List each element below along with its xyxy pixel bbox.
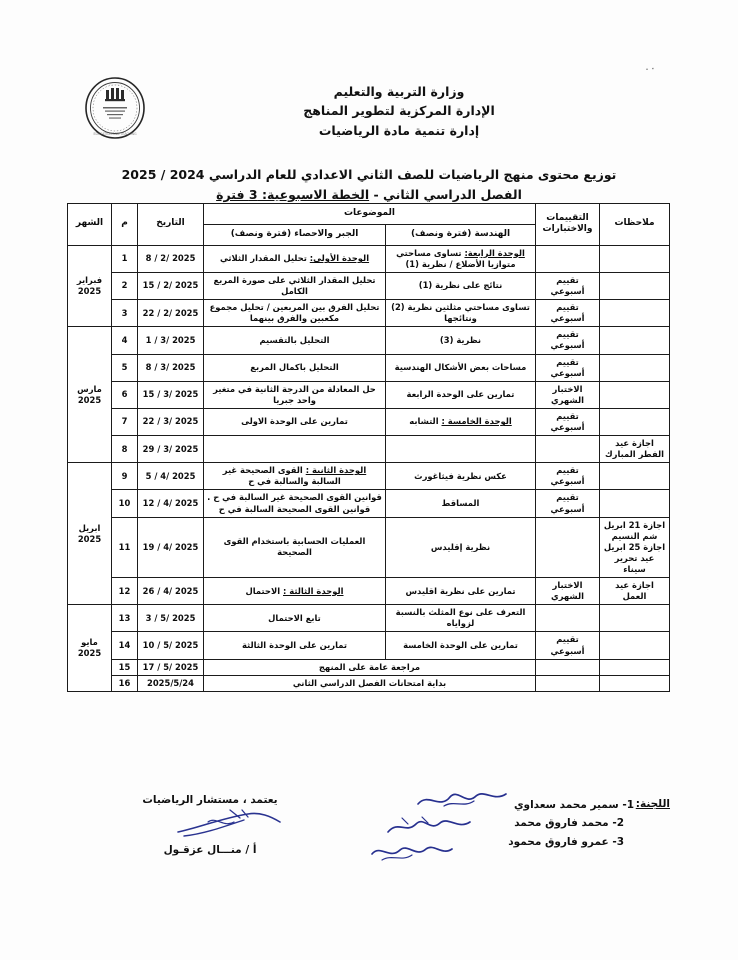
- cell-date: 2025 /4 / 5: [138, 463, 204, 490]
- cell-geometry: مساحات بعض الأشكال الهندسية: [386, 354, 536, 381]
- cell-notes: [600, 632, 670, 659]
- cell-algebra: الوحدة الأولى: تحليل المقدار الثلاثي: [204, 245, 386, 272]
- cell-geometry: عكس نظرية فيثاغورث: [386, 463, 536, 490]
- cell-algebra: قوانين القوى الصحيحة غير السالبة في ح . قوانين القوى الصحيحة السالبة في ح: [204, 490, 386, 517]
- signature-approver: [170, 808, 286, 842]
- table-row: [68, 675, 670, 691]
- cell-date: 2025 /5 / 3: [138, 605, 204, 632]
- cell-notes: [600, 327, 670, 354]
- cell-algebra: تابع الاحتمال: [204, 605, 386, 632]
- committee-member-1: 1- سمير محمد سعداوي: [513, 799, 634, 811]
- approval-label: يعتمد ، مستشار الرياضيات: [142, 794, 278, 806]
- table-row: [68, 300, 670, 327]
- cell-evaluation: تقييم أسبوعي: [536, 327, 600, 354]
- committee-member-3: 3- عمرو فاروق محمود: [508, 835, 624, 848]
- cell-geometry: [386, 436, 536, 463]
- unit-label: الوحدة الثالثة :: [283, 585, 344, 596]
- cell-row-number: 2: [112, 272, 138, 299]
- weekly-plan-label: الخطة الاسبوعية: 3 فترة: [216, 187, 370, 202]
- table-row: [68, 245, 670, 272]
- cell-algebra: حل المعادلة من الدرجة الثانية في متغير واحد جبريا: [204, 381, 386, 408]
- cell-algebra: تمارين على الوحدة الاولى: [204, 408, 386, 435]
- cell-date: 2025 /2 / 22: [138, 300, 204, 327]
- cell-geometry: نظرية إقليدس: [386, 517, 536, 577]
- cell-geometry: تمارين على الوحدة الخامسة: [386, 632, 536, 659]
- cell-notes: [600, 381, 670, 408]
- committee-block: [370, 792, 670, 851]
- cell-evaluation: تقييم أسبوعي: [536, 408, 600, 435]
- central-administration: الإدارة المركزية لتطوير المناهج: [303, 103, 495, 119]
- cell-algebra: التحليل بالتقسيم: [204, 327, 386, 354]
- cell-geometry: نتائج على نظرية (1): [386, 272, 536, 299]
- cell-geometry: تمارين على الوحدة الرابعة: [386, 381, 536, 408]
- header-evaluations: التقييمات والاختبارات: [536, 204, 600, 246]
- cell-date: 2025 /3 / 8: [138, 354, 204, 381]
- cell-notes: [600, 463, 670, 490]
- document-footer: [68, 792, 670, 912]
- table-header-row-1: [68, 204, 670, 225]
- header-month: الشهر: [68, 204, 112, 246]
- table-body: [68, 245, 670, 691]
- cell-row-number: 7: [112, 408, 138, 435]
- cell-geometry: نظرية (3): [386, 327, 536, 354]
- svg-text:EDUCATION AND TEACHING: EDUCATION AND TEACHING: [93, 132, 137, 136]
- ministry-name: وزارة التربية والتعليم: [333, 84, 465, 99]
- cell-month: مارس 2025: [68, 327, 112, 463]
- cell-evaluation: [536, 675, 600, 691]
- cell-evaluation: تقييم أسبوعي: [536, 463, 600, 490]
- cell-date: 2025 /3 / 15: [138, 381, 204, 408]
- cell-evaluation: [536, 436, 600, 463]
- cell-algebra: تحليل الفرق بين المربعين / تحليل مجموع مكعبين والفرق بينهما: [204, 300, 386, 327]
- cell-date: 2025 /2 / 15: [138, 272, 204, 299]
- table-row: [68, 659, 670, 675]
- cell-date: 2025/5/24: [138, 675, 204, 691]
- header-geometry: الهندسة (فترة ونصف): [386, 224, 536, 245]
- cell-row-number: 11: [112, 517, 138, 577]
- cell-date: 2025 /3 / 1: [138, 327, 204, 354]
- cell-row-number: 6: [112, 381, 138, 408]
- cell-notes: [600, 675, 670, 691]
- cell-algebra: التحليل باكمال المربع: [204, 354, 386, 381]
- table-row: [68, 408, 670, 435]
- semester-label: الفصل الدراسي الثاني -: [369, 187, 522, 202]
- cell-evaluation: [536, 517, 600, 577]
- cell-geometry: الوحدة الرابعة: تساوى مساحتي متوازيا الأضلاع / نظرية (1): [386, 245, 536, 272]
- table-row: [68, 578, 670, 605]
- cell-notes: اجازة 21 ابريل شم النسيم اجازة 25 ابريل عيد تحرير سيناء: [600, 517, 670, 577]
- cell-date: 2025 /4 / 26: [138, 578, 204, 605]
- cell-row-number: 14: [112, 632, 138, 659]
- cell-evaluation: تقييم أسبوعي: [536, 272, 600, 299]
- cell-algebra: تحليل المقدار الثلاثي على صورة المربع الكامل: [204, 272, 386, 299]
- cell-merged-topic: بداية امتحانات الفصل الدراسي الثاني: [204, 675, 536, 691]
- header-notes: ملاحظات: [600, 204, 670, 246]
- ministry-heading: [0, 82, 738, 140]
- committee-label: اللجنة:: [635, 798, 670, 810]
- cell-notes: [600, 408, 670, 435]
- cell-geometry: تساوى مساحتي مثلثين نظرية (2) ونتائجها: [386, 300, 536, 327]
- cell-row-number: 8: [112, 436, 138, 463]
- cell-notes: اجازة عيد العمل: [600, 578, 670, 605]
- header-date: التاريخ: [138, 204, 204, 246]
- curriculum-table-wrapper: [68, 203, 670, 692]
- committee-member-2: 2- محمد فاروق محمد: [514, 817, 624, 830]
- cell-date: 2025 /5 / 17: [138, 659, 204, 675]
- cell-notes: اجازة عيد الفطر المبارك: [600, 436, 670, 463]
- approval-block: [90, 794, 330, 856]
- cell-notes: [600, 490, 670, 517]
- unit-label: الوحدة الأولى:: [309, 253, 370, 264]
- cell-date: 2025 /3 / 22: [138, 408, 204, 435]
- cell-date: 2025 /5 / 10: [138, 632, 204, 659]
- cell-merged-topic: مراجعة عامة على المنهج: [204, 659, 536, 675]
- cell-row-number: 3: [112, 300, 138, 327]
- cell-row-number: 4: [112, 327, 138, 354]
- cell-month: فبراير 2025: [68, 245, 112, 327]
- page-title: توزيع محتوى منهج الرياضيات للصف الثاني الاعدادي للعام الدراسي 2024 / 2025: [121, 167, 617, 182]
- cell-algebra: الوحدة الثالثة : الاحتمال: [204, 578, 386, 605]
- cell-evaluation: تقييم أسبوعي: [536, 300, 600, 327]
- table-row: [68, 463, 670, 490]
- table-row: [68, 354, 670, 381]
- cell-row-number: 5: [112, 354, 138, 381]
- page-subtitle: [0, 185, 738, 205]
- cell-algebra: تمارين على الوحدة الثالثة: [204, 632, 386, 659]
- cell-notes: [600, 245, 670, 272]
- cell-evaluation: [536, 245, 600, 272]
- cell-algebra: العمليات الحسابية باستخدام القوى الصحيحة: [204, 517, 386, 577]
- cell-evaluation: تقييم أسبوعي: [536, 490, 600, 517]
- table-row: [68, 632, 670, 659]
- cell-row-number: 12: [112, 578, 138, 605]
- cell-algebra: الوحدة الثانية : القوى الصحيحة غير السالبة والسالبة في ح: [204, 463, 386, 490]
- cell-date: 2025 /4 / 12: [138, 490, 204, 517]
- cell-evaluation: [536, 605, 600, 632]
- table-row: [68, 327, 670, 354]
- cell-evaluation: الاختبار الشهري: [536, 578, 600, 605]
- cell-date: 2025 /4 / 19: [138, 517, 204, 577]
- svg-text:. . . . . . .: . . . . . . .: [108, 82, 122, 86]
- cell-algebra: [204, 436, 386, 463]
- cell-row-number: 1: [112, 245, 138, 272]
- cell-row-number: 16: [112, 675, 138, 691]
- cell-row-number: 9: [112, 463, 138, 490]
- cell-date: 2025 /2 / 8: [138, 245, 204, 272]
- cell-evaluation: تقييم أسبوعي: [536, 354, 600, 381]
- cell-geometry: الوحدة الخامسة : التشابه: [386, 408, 536, 435]
- cell-notes: [600, 659, 670, 675]
- cell-evaluation: تقييم أسبوعي: [536, 632, 600, 659]
- table-row: [68, 381, 670, 408]
- cell-month: ابريل 2025: [68, 463, 112, 605]
- cell-row-number: 10: [112, 490, 138, 517]
- table-row: [68, 272, 670, 299]
- cell-date: 2025 /3 / 29: [138, 436, 204, 463]
- scan-artifact-mark: ٠٠: [643, 61, 657, 76]
- table-row: [68, 605, 670, 632]
- cell-geometry: تمارين على نظرية اقليدس: [386, 578, 536, 605]
- table-head: [68, 204, 670, 246]
- cell-notes: [600, 272, 670, 299]
- mathematics-department: إدارة تنمية مادة الرياضيات: [318, 122, 480, 138]
- cell-row-number: 13: [112, 605, 138, 632]
- unit-label: الوحدة الخامسة :: [441, 416, 512, 427]
- document-title-block: [0, 165, 738, 205]
- cell-month: مايو 2025: [68, 605, 112, 692]
- cell-notes: [600, 300, 670, 327]
- table-row: [68, 436, 670, 463]
- header-number: م: [112, 204, 138, 246]
- header-topics: الموضوعات: [204, 204, 536, 225]
- cell-evaluation: [536, 659, 600, 675]
- curriculum-distribution-table: [67, 203, 670, 692]
- unit-label: الوحدة الرابعة:: [464, 247, 525, 258]
- cell-row-number: 15: [112, 659, 138, 675]
- unit-label: الوحدة الثانية :: [305, 465, 367, 476]
- cell-geometry: المساقط: [386, 490, 536, 517]
- header-algebra: الجبر والاحصاء (فترة ونصف): [204, 224, 386, 245]
- approval-signer-name: أ / منـــال عزقـول: [163, 844, 257, 856]
- cell-evaluation: الاختبار الشهري: [536, 381, 600, 408]
- cell-notes: [600, 354, 670, 381]
- document-header: [0, 72, 738, 152]
- cell-notes: [600, 605, 670, 632]
- table-row: [68, 517, 670, 577]
- cell-geometry: التعرف على نوع المثلث بالنسبة لزواياه: [386, 605, 536, 632]
- table-row: [68, 490, 670, 517]
